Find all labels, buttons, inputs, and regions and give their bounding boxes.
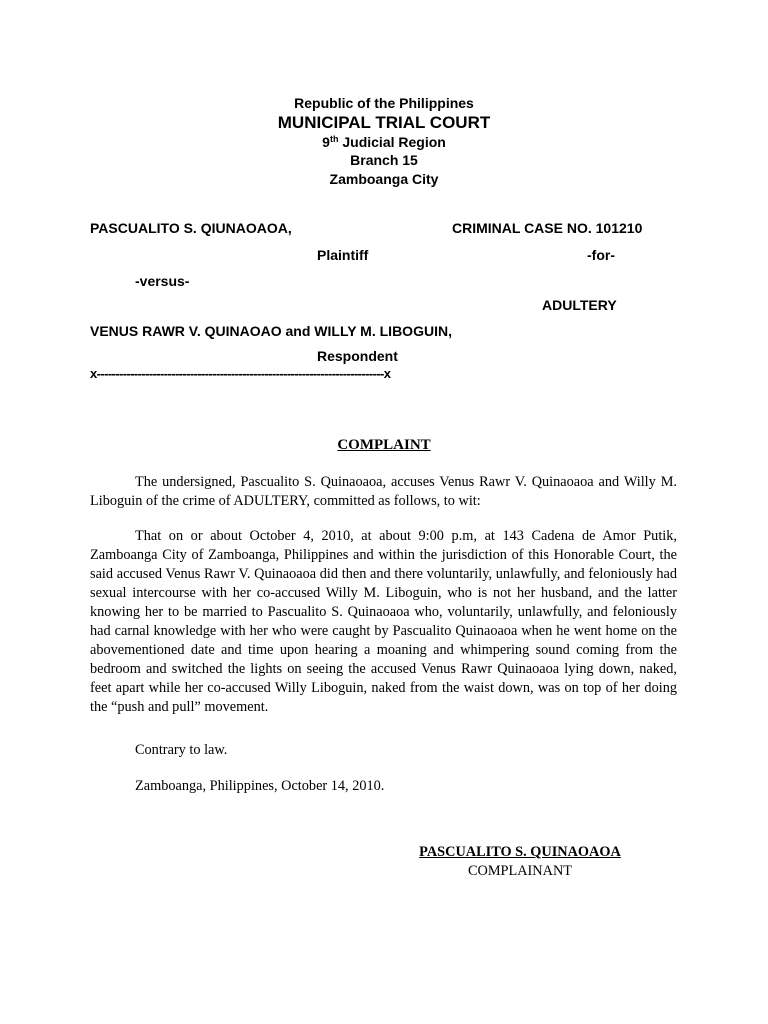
court-name: MUNICIPAL TRIAL COURT: [277, 112, 491, 132]
place-and-date: Zamboanga, Philippines, October 14, 2010.: [135, 778, 385, 794]
respondents-names: VENUS RAWR V. QUINAOAO and WILLY M. LIBOGUIN,: [90, 323, 452, 339]
region-label: Judicial Region: [338, 133, 446, 150]
signature-block: [380, 843, 660, 881]
document-title: COMPLAINT: [337, 437, 431, 453]
judicial-region: [0, 133, 768, 152]
contrary-block: [90, 741, 677, 760]
republic-line: Republic of the Philippines: [294, 95, 474, 111]
plaintiff-name: PASCUALITO S. QIUNAOAOA,: [90, 220, 292, 236]
offense-label: ADULTERY: [542, 297, 617, 313]
plaintiff-label: Plaintiff: [317, 247, 369, 263]
region-number: 9: [322, 133, 330, 150]
complainant-role: COMPLAINANT: [467, 863, 573, 879]
branch-line: Branch 15: [350, 152, 418, 168]
caption-divider: x-----------------------------------------------------------------------------x: [90, 366, 391, 381]
paragraph-facts: That on or about October 4, 2010, at about 9:00 p.m, at 143 Cadena de Amor Putik, Zamboanga City of Zamboanga, Philippines and within the jurisdiction of this Honorable Court, the said accused Venus Rawr V. Quinaoaoa did then and there voluntarily, unlawfully, and feloniously had sexual intercourse with her co-accused Willy M. Liboguin, who is not her husband, and the latter knowing her to be married to Pascualito S. Quinaoaoa who, voluntarily, unlawfully, and feloniously had carnal knowledge with her who were caught by Pascualito Quinaoaoa when he went home on the abovementioned date and time upon hearing a moaning and whimpering sound coming from the bedroom and switched the lights on seeing the accused Venus Rawr Quinaoaoa lying down, naked, feet apart while her co-accused Willy Liboguin, naked from the waist down, was on top of her doing the “push and pull” movement.: [90, 528, 677, 715]
court-header: [0, 94, 768, 188]
complaint-facts: [90, 527, 677, 717]
complainant-name: PASCUALITO S. QUINAOAOA: [419, 844, 621, 860]
region-ordinal: th: [329, 133, 339, 144]
city-line: Zamboanga City: [329, 170, 439, 187]
contrary-to-law: Contrary to law.: [135, 742, 228, 758]
paragraph-accusation: The undersigned, Pascualito S. Quinaoaoa, accuses Venus Rawr V. Quinaoaoa and Willy M. Liboguin of the crime of ADULTERY, committed as follows, to wit:: [90, 474, 677, 509]
case-number: CRIMINAL CASE NO. 101210: [452, 220, 643, 236]
for-label: -for-: [587, 247, 615, 263]
respondent-label: Respondent: [317, 348, 398, 364]
complaint-body: [90, 473, 677, 511]
versus-label: -versus-: [135, 273, 190, 289]
place-date-block: [90, 777, 677, 796]
